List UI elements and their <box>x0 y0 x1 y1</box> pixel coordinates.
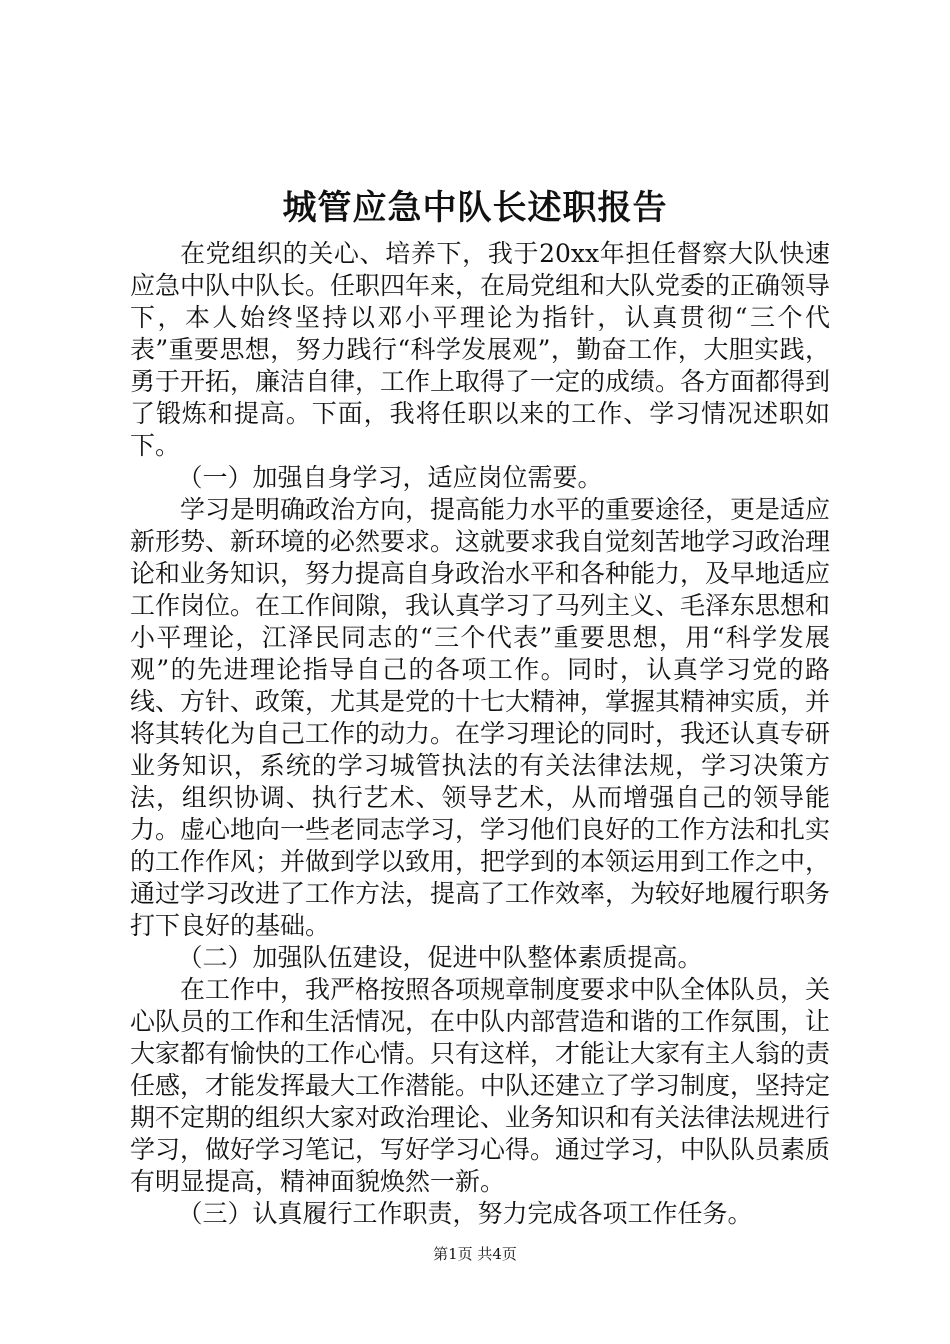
document-body <box>130 238 830 1230</box>
section-heading-1: （一）加强自身学习，适应岗位需要。 <box>177 463 603 492</box>
section-heading-2: （二）加强队伍建设，促进中队整体素质提高。 <box>177 943 703 972</box>
study-paragraph: 学习是明确政治方向，提高能力水平的重要途径，更是适应新形势、新环境的必然要求。这就要求我自觉刻苦地学习政治理论和业务知识，努力提高自身政治水平和各种能力，及早地适应工作岗位。在工作间隙，我认真学习了马列主义、毛泽东思想和小平理论，江泽民同志的“三个代表”重要思想，用“科学发展观”的先进理论指导自己的各项工作。同时，认真学习党的路线、方针、政策，尤其是党的十七大精神，掌握其精神实质，并将其转化为自己工作的动力。在学习理论的同时，我还认真专研业务知识，系统的学习城管执法的有关法律法规，学习决策方法，组织协调、执行艺术、领导艺术，从而增强自己的领导能力。虚心地向一些老同志学习，学习他们良好的工作方法和扎实的工作作风；并做到学以致用，把学到的本领运用到工作之中，通过学习改进了工作方法，提高了工作效率，为较好地履行职务打下良好的基础。 <box>130 495 831 940</box>
document-title: 城管应急中队长述职报告 <box>282 188 668 228</box>
team-paragraph: 在工作中，我严格按照各项规章制度要求中队全体队员，关心队员的工作和生活情况，在中队内部营造和谐的工作氛围，让大家都有愉快的工作心情。只有这样，才能让大家有主人翁的责任感，才能发挥最大工作潜能。中队还建立了学习制度，坚持定期不定期的组织大家对政治理论、业务知识和有关法律法规进行学习，做好学习笔记，写好学习心得。通过学习，中队队员素质有明显提高，精神面貌焕然一新。 <box>130 975 831 1196</box>
intro-paragraph: 在党组织的关心、培养下，我于20xx年担任督察大队快速应急中队中队长。任职四年来，在局党组和大队党委的正确领导下，本人始终坚持以邓小平理论为指针，认真贯彻“三个代表”重要思想，努力践行“科学发展观”，勤奋工作，大胆实践，勇于开拓，廉洁自律，工作上取得了一定的成绩。各方面都得到了锻炼和提高。下面，我将任职以来的工作、学习情况述职如下。 <box>130 239 831 460</box>
section-heading-3: （三）认真履行工作职责，努力完成各项工作任务。 <box>177 1199 753 1228</box>
page-footer: 第1页 共4页 <box>433 1245 517 1263</box>
